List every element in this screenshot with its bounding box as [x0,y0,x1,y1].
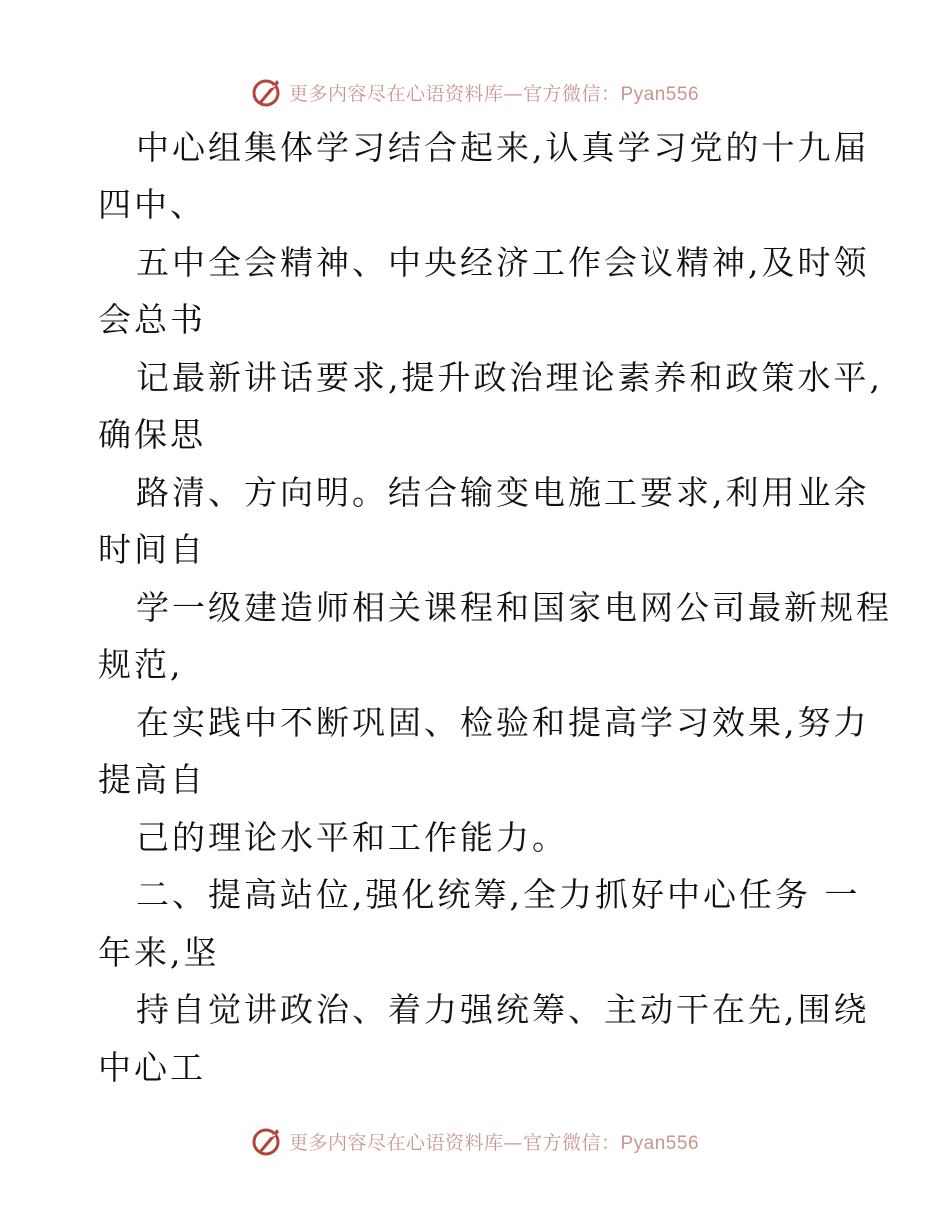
text-line: 学一级建造师相关课程和国家电网公司最新规程 [136,588,892,627]
watermark-text: 更多内容尽在心语资料库—官方微信：Pyan556 [288,82,700,105]
text-line: 提高自 [98,760,206,799]
text-line: 中心组集体学习结合起来,认真学习党的十九届 [136,128,870,167]
quill-pen-logo-icon [251,76,283,108]
text-line: 确保思 [98,415,206,454]
text-line: 规范, [98,645,184,684]
text-line: 路清、方向明。结合输变电施工要求,利用业余 [136,473,870,512]
footer-watermark [0,1121,950,1161]
text-line: 四中、 [98,185,206,224]
text-line: 中心工 [98,1048,206,1087]
text-line: 五中全会精神、中央经济工作会议精神,及时领 [136,243,870,282]
quill-pen-logo-icon [251,1125,283,1157]
watermark-text: 更多内容尽在心语资料库—官方微信：Pyan556 [288,1131,700,1154]
text-line: 时间自 [98,530,206,569]
text-line: 持自觉讲政治、着力强统筹、主动干在先,围绕 [136,990,870,1029]
text-line: 己的理论水平和工作能力。 [136,818,568,857]
text-line: 二、提高站位,强化统筹,全力抓好中心任务 一 [136,875,861,914]
text-line: 记最新讲话要求,提升政治理论素养和政策水平, [136,358,883,397]
header-watermark [0,72,950,112]
text-line: 会总书 [98,300,206,339]
text-line: 年来,坚 [98,933,220,972]
text-line: 在实践中不断巩固、检验和提高学习效果,努力 [136,703,870,742]
